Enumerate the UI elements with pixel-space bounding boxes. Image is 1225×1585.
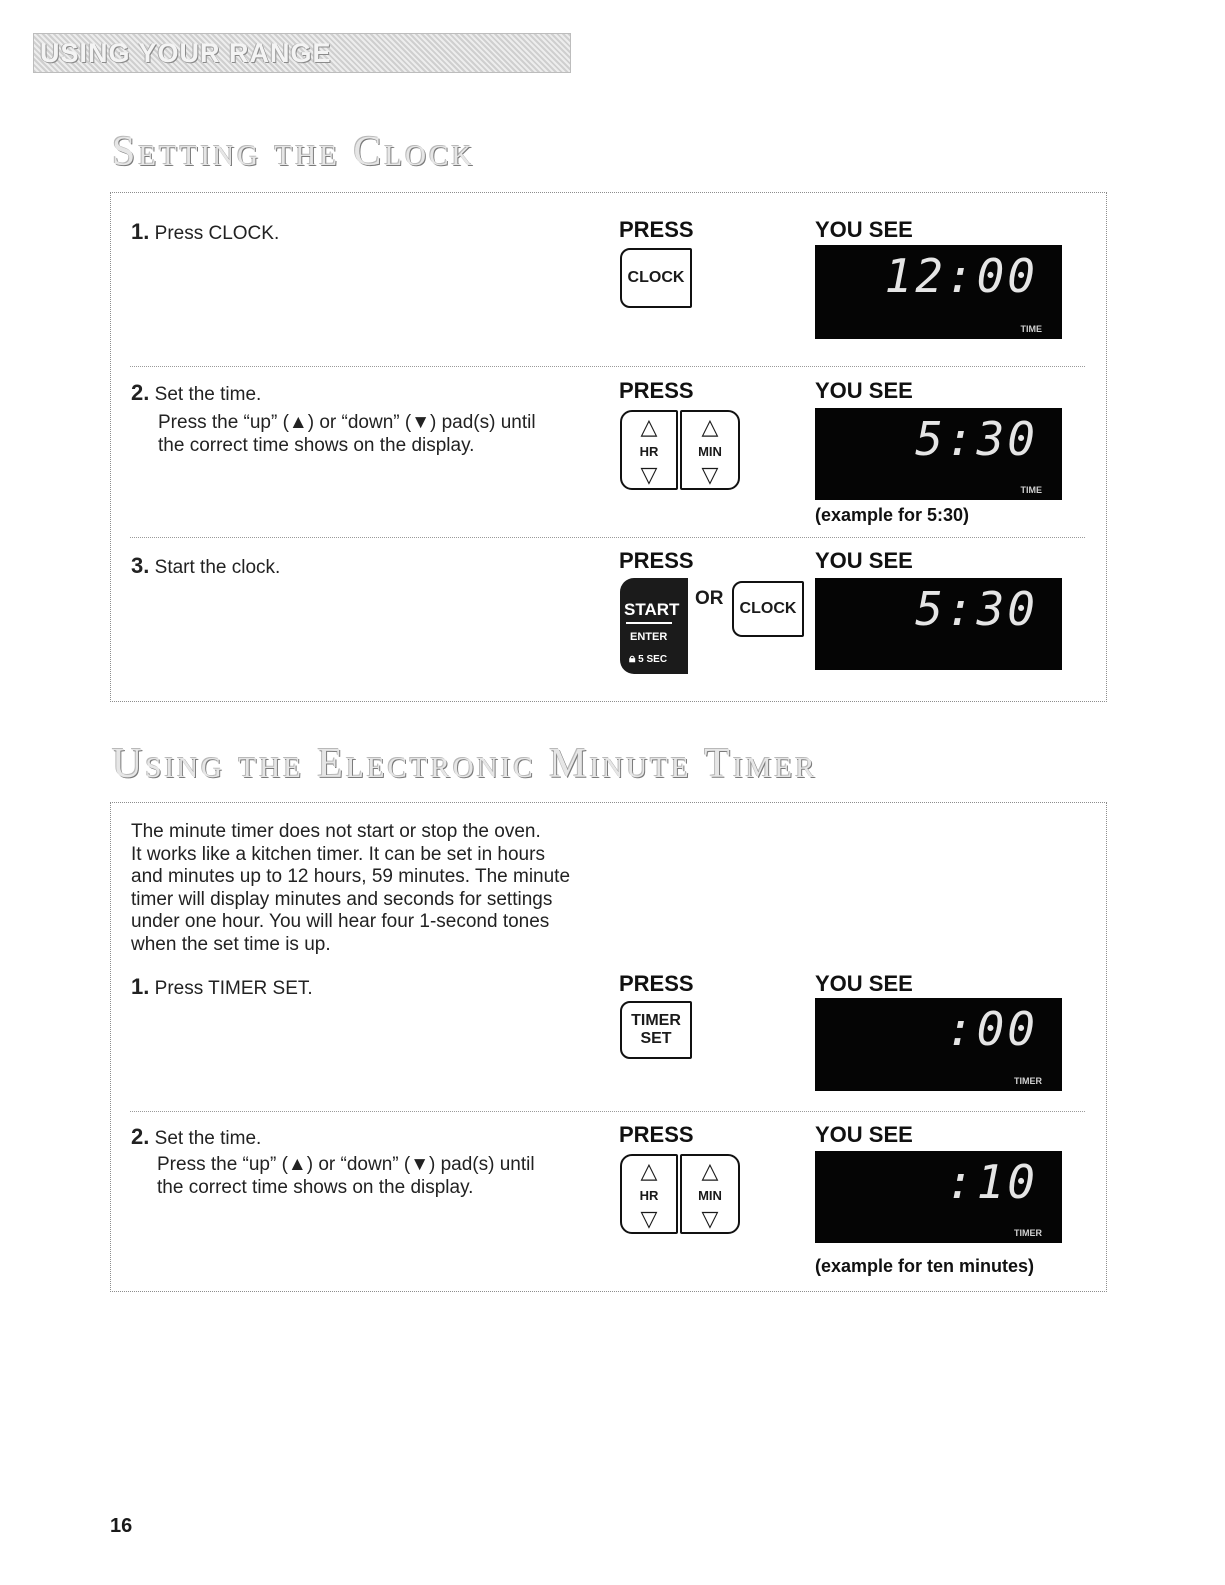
enter-label: ENTER: [630, 631, 668, 643]
hour-updown-pad[interactable]: △ HR ▽: [620, 410, 678, 490]
display-screen: [815, 245, 1062, 339]
clock-step-1-text: Press CLOCK.: [154, 223, 280, 244]
or-label: OR: [695, 588, 724, 609]
divider: [130, 1111, 1085, 1112]
clock-step-1: 1. Press CLOCK.: [131, 219, 280, 244]
up-arrow-icon[interactable]: △: [640, 1158, 658, 1183]
display-tag: TIME: [1020, 485, 1042, 495]
press-header: PRESS: [619, 217, 694, 242]
you-see-header: YOU SEE: [815, 217, 913, 242]
display-digits: :10: [945, 1155, 1038, 1209]
you-see-header: YOU SEE: [815, 1122, 913, 1147]
you-see-header: YOU SEE: [815, 548, 913, 573]
divider: [626, 622, 672, 624]
timer-step-1-text: Press TIMER SET.: [154, 978, 313, 999]
display-digits: :00: [945, 1002, 1038, 1056]
down-arrow-icon[interactable]: ▽: [640, 1206, 658, 1231]
display-screen: [815, 408, 1062, 500]
display-tag: TIMER: [1014, 1228, 1042, 1238]
display-tag: TIME: [1020, 324, 1042, 334]
up-arrow-icon[interactable]: △: [701, 414, 719, 439]
minute-updown-pad[interactable]: △ MIN ▽: [680, 410, 740, 490]
timer-step-2-text: Set the time.: [154, 1128, 262, 1149]
hour-updown-pad[interactable]: △ HR ▽: [620, 1154, 678, 1234]
timer-intro: The minute timer does not start or stop the oven. It works like a kitchen timer. It can be set in hours and minutes up to 12 hours, 59 minutes. The minute timer will display minutes and seconds for settings under one hour. You will hear four 1-second tones when the set time is up.: [131, 821, 571, 955]
clock-button[interactable]: CLOCK: [620, 248, 692, 308]
press-header: PRESS: [619, 378, 694, 403]
timer-step-1: 1. Press TIMER SET.: [131, 974, 313, 999]
down-arrow-icon[interactable]: ▽: [640, 462, 658, 487]
down-arrow-icon[interactable]: ▽: [701, 462, 719, 487]
press-header: PRESS: [619, 971, 694, 996]
you-see-header: YOU SEE: [815, 971, 913, 996]
you-see-header: YOU SEE: [815, 378, 913, 403]
display-screen: [815, 578, 1062, 670]
page-number: 16: [110, 1515, 133, 1537]
display-digits: 5:30: [915, 412, 1038, 466]
divider: [130, 366, 1085, 367]
timer-section-title: Using the Electronic Minute Timer: [112, 741, 818, 787]
start-enter-button[interactable]: [620, 578, 688, 674]
lock-icon: 🔒︎: [629, 651, 636, 665]
example-caption: (example for ten minutes): [815, 1256, 1035, 1276]
clock-step-2-text: Set the time.: [154, 384, 262, 405]
clock-button[interactable]: CLOCK: [732, 581, 804, 637]
up-arrow-icon[interactable]: △: [701, 1158, 719, 1183]
lock-label: 🔒︎ 5 SEC: [629, 651, 668, 665]
clock-step-2-detail: Press the “up” (▲) or “down” (▼) pad(s) until the correct time shows on the display.: [158, 412, 536, 456]
up-arrow-icon[interactable]: △: [640, 414, 658, 439]
clock-step-3: 3. Start the clock.: [131, 553, 281, 578]
clock-step-3-text: Start the clock.: [154, 557, 281, 578]
timer-step-2-detail: Press the “up” (▲) or “down” (▼) pad(s) until the correct time shows on the display.: [157, 1154, 535, 1198]
display-digits: 12:00: [884, 249, 1038, 303]
timer-set-button[interactable]: TIMER SET: [620, 1001, 692, 1059]
timer-step-2: 2. Set the time.: [131, 1124, 262, 1149]
clock-step-2: 2. Set the time.: [131, 380, 262, 405]
down-arrow-icon[interactable]: ▽: [701, 1206, 719, 1231]
display-tag: TIMER: [1014, 1076, 1042, 1086]
press-header: PRESS: [619, 1122, 694, 1147]
section-banner: [33, 33, 571, 73]
divider: [130, 537, 1085, 538]
clock-section-title: Setting the Clock: [112, 129, 476, 175]
banner-text: USING YOUR RANGE: [40, 38, 332, 68]
display-digits: 5:30: [915, 582, 1038, 636]
press-header: PRESS: [619, 548, 694, 573]
start-label: START: [624, 600, 680, 619]
display-screen: [815, 1151, 1062, 1243]
display-screen: [815, 998, 1062, 1091]
example-caption: (example for 5:30): [815, 505, 970, 525]
minute-updown-pad[interactable]: △ MIN ▽: [680, 1154, 740, 1234]
